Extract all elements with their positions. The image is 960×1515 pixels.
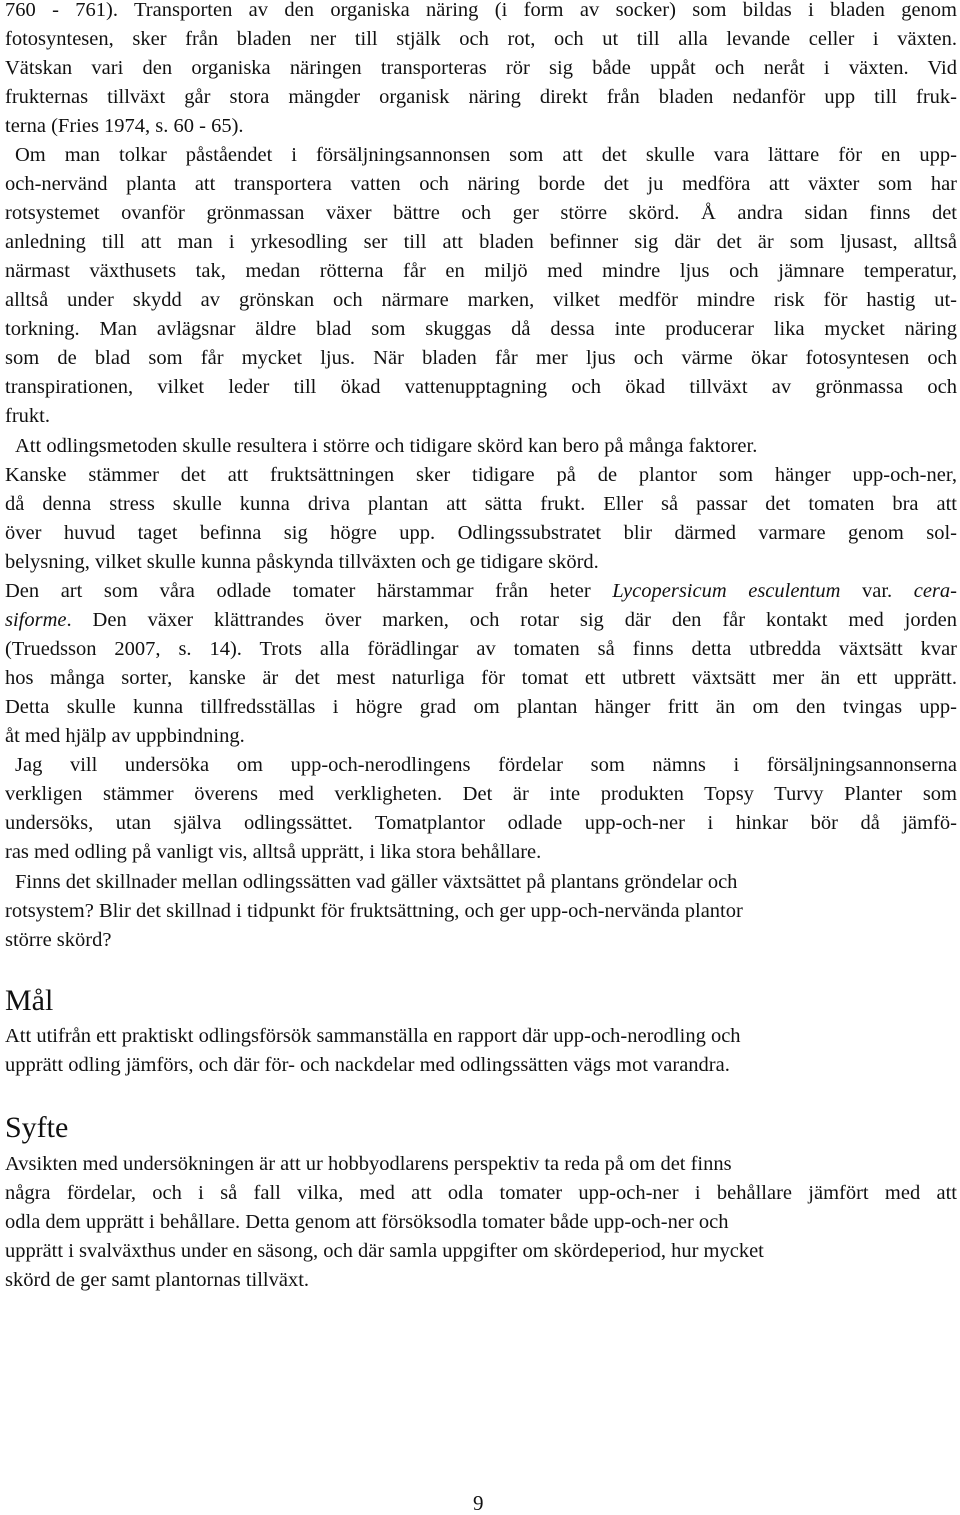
text-line: då denna stress skulle kunna driva plantan att sätta frukt. Eller så passar det tomaten bra att [5,493,957,515]
text-line: ras med odling på vanligt vis, alltså upprätt, i lika stora behållare. [5,841,542,863]
text-line: närmast växthusets tak, medan rötterna får en miljö med mindre ljus och jämnare temperatur, [5,260,957,282]
text-line: torkning. Man avlägsnar äldre blad som skuggas då dessa inte producerar lika mycket näring [5,318,957,340]
text-line: rotsystemet ovanför grönmassan växer bättre och ger större skörd. Å andra sidan finns det [5,202,957,224]
text-line: Att odlingsmetoden skulle resultera i större och tidigare skörd kan bero på många faktorer. [15,435,758,457]
text-line: och-nervänd planta att transportera vatten och näring borde det ju medföra att växter som har [5,173,957,195]
text-line: frukt. [5,405,50,427]
text-line: rotsystem? Blir det skillnad i tidpunkt för fruktsättning, och ger upp-och-nervända plantor [5,900,743,922]
text-line: större skörd? [5,929,112,951]
text-line: Om man tolkar påståendet i försäljningsannonsen som att det skulle vara lättare för en upp- [15,144,957,166]
variety-name: cera- [913,580,957,602]
text-line: Jag vill undersöka om upp-och-nerodlingens fördelar som nämns i försäljningsannonserna [15,754,957,776]
text-line: Detta skulle kunna tillfredsställas i högre grad om plantan hänger fritt än om den tvingas upp- [5,696,957,718]
text-line: över huvud taget befinna sig högre upp. Odlingssubstratet blir därmed varmare genom sol- [5,522,957,544]
section-heading-syfte: Syfte [5,1111,69,1144]
species-name: Lycopersicum esculentum [612,580,841,602]
text-line: odla dem upprätt i behållare. Detta genom att försöksodla tomater både upp-och-ner och [5,1211,729,1233]
text-line: undersöks, utan själva odlingssättet. Tomatplantor odlade upp-och-ner i hinkar bör då jämfö- [5,812,957,834]
text-line: 760 - 761). Transporten av den organiska näring (i form av socker) som bildas i bladen genom [5,0,957,21]
text-line: alltså under skydd av grönskan och närmare marken, vilket medför mindre risk för hastig ut- [5,289,957,311]
text-line: Kanske stämmer det att fruktsättningen sker tidigare på de plantor som hänger upp-och-ner, [5,464,957,486]
text-line: terna (Fries 1974, s. 60 - 65). [5,115,244,137]
text-line: anledning till att man i yrkesodling ser till att bladen befinner sig där det är som ljusast, alltså [5,231,957,253]
text-line: upprätt i svalväxthus under en säsong, och där samla uppgifter om skördeperiod, hur mycket [5,1240,764,1262]
text-run: var. [840,580,914,602]
text-run: . Den växer klättrandes över marken, och rotar sig där den får kontakt med jorden [66,609,957,631]
text-line: fotosyntesen, sker från bladen ner till stjälk och rot, och ut till alla levande celler i växten. [5,28,957,50]
text-line: verkligen stämmer överens med verkligheten. Det är inte produkten Topsy Turvy Planter som [5,783,957,805]
text-line: frukternas tillväxt går stora mängder organisk näring direkt från bladen nedanför upp till fruk- [5,86,957,108]
text-line: Att utifrån ett praktiskt odlingsförsök sammanställa en rapport där upp-och-nerodling och [5,1025,741,1047]
text-line: Vätskan vari den organiska näringen transporteras rör sig både uppåt och neråt i växten. Vid [5,57,957,79]
text-line: transpirationen, vilket leder till ökad vattenupptagning och ökad tillväxt av grönmassa och [5,376,957,398]
page-number: 9 [473,1491,484,1515]
text-line [5,606,957,635]
text-line: Finns det skillnader mellan odlingssätten vad gäller växtsättet på plantans gröndelar och [15,871,738,893]
text-line: Avsikten med undersökningen är att ur hobbyodlarens perspektiv ta reda på om det finns [5,1153,732,1175]
text-line: åt med hjälp av uppbindning. [5,725,245,747]
text-line: hos många sorter, kanske är det mest naturliga för tomat ett utbrett växtsätt mer än ett upprätt. [5,667,957,689]
text-run: Den art som våra odlade tomater härstammar från heter [5,580,613,602]
text-line: (Truedsson 2007, s. 14). Trots alla förädlingar av tomaten så finns detta utbredda växtsätt kvar [5,638,957,660]
text-line: upprätt odling jämförs, och där för- och nackdelar med odlingssätten vägs mot varandra. [5,1054,730,1076]
section-heading-mal: Mål [5,984,54,1017]
text-line: några fördelar, och i så fall vilka, med att odla tomater upp-och-ner i behållare jämfört med att [5,1182,957,1204]
text-line: som de blad som får mycket ljus. När bladen får mer ljus och värme ökar fotosyntesen och [5,347,957,369]
text-line [5,577,957,606]
text-line: belysning, vilket skulle kunna påskynda tillväxten och ge tidigare skörd. [5,551,599,573]
variety-name: siforme [5,609,67,631]
text-line: skörd de ger samt plantornas tillväxt. [5,1269,310,1291]
